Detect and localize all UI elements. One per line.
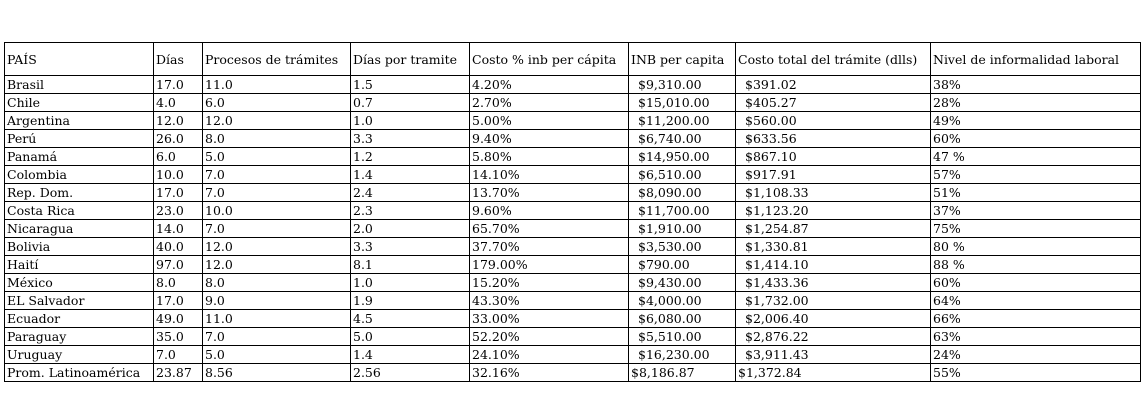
table-row <box>5 364 1141 382</box>
cell-procesos: 11.0 <box>203 76 351 94</box>
cell-inb: $8,090.00 <box>629 184 736 202</box>
cell-costo-total: $633.56 <box>736 130 931 148</box>
cell-dias-por-tramite: 2.56 <box>351 364 470 382</box>
cell-inb: $3,530.00 <box>629 238 736 256</box>
cell-procesos: 12.0 <box>203 238 351 256</box>
informality-table <box>4 42 1141 382</box>
cell-inb: $8,186.87 <box>629 364 736 382</box>
cell-inb: $4,000.00 <box>629 292 736 310</box>
cell-informalidad: 88 % <box>931 256 1141 274</box>
cell-costo-total: $405.27 <box>736 94 931 112</box>
cell-pais: Bolivia <box>5 238 154 256</box>
cell-dias-por-tramite: 1.0 <box>351 274 470 292</box>
cell-dias: 8.0 <box>154 274 203 292</box>
cell-inb: $16,230.00 <box>629 346 736 364</box>
cell-informalidad: 51% <box>931 184 1141 202</box>
table-row <box>5 328 1141 346</box>
cell-pais: Panamá <box>5 148 154 166</box>
cell-dias-por-tramite: 0.7 <box>351 94 470 112</box>
cell-informalidad: 38% <box>931 76 1141 94</box>
cell-procesos: 6.0 <box>203 94 351 112</box>
table-row <box>5 346 1141 364</box>
cell-dias-por-tramite: 2.0 <box>351 220 470 238</box>
cell-dias-por-tramite: 3.3 <box>351 238 470 256</box>
table-row <box>5 202 1141 220</box>
cell-pais: Brasil <box>5 76 154 94</box>
cell-procesos: 10.0 <box>203 202 351 220</box>
cell-procesos: 5.0 <box>203 148 351 166</box>
table-row <box>5 292 1141 310</box>
header-inb: INB per capita <box>629 43 736 76</box>
cell-dias: 17.0 <box>154 76 203 94</box>
cell-pais: Perú <box>5 130 154 148</box>
cell-dias-por-tramite: 2.4 <box>351 184 470 202</box>
cell-pais: Haití <box>5 256 154 274</box>
cell-procesos: 8.56 <box>203 364 351 382</box>
cell-pais: Rep. Dom. <box>5 184 154 202</box>
cell-costo-total: $2,876.22 <box>736 328 931 346</box>
cell-inb: $6,080.00 <box>629 310 736 328</box>
cell-inb: $5,510.00 <box>629 328 736 346</box>
cell-procesos: 7.0 <box>203 328 351 346</box>
cell-dias: 4.0 <box>154 94 203 112</box>
cell-costo-total: $560.00 <box>736 112 931 130</box>
cell-dias-por-tramite: 1.4 <box>351 166 470 184</box>
cell-costo-total: $1,108.33 <box>736 184 931 202</box>
cell-procesos: 8.0 <box>203 130 351 148</box>
cell-inb: $6,510.00 <box>629 166 736 184</box>
cell-costo-total: $917.91 <box>736 166 931 184</box>
cell-pais: México <box>5 274 154 292</box>
cell-costo-total: $1,732.00 <box>736 292 931 310</box>
cell-informalidad: 64% <box>931 292 1141 310</box>
header-pais: PAÍS <box>5 43 154 76</box>
cell-costo-total: $1,330.81 <box>736 238 931 256</box>
header-dias-por-tramite: Días por tramite <box>351 43 470 76</box>
cell-dias-por-tramite: 8.1 <box>351 256 470 274</box>
cell-inb: $790.00 <box>629 256 736 274</box>
cell-pais: Argentina <box>5 112 154 130</box>
cell-informalidad: 28% <box>931 94 1141 112</box>
cell-costo-total: $1,254.87 <box>736 220 931 238</box>
cell-dias-por-tramite: 1.2 <box>351 148 470 166</box>
cell-costo-total: $2,006.40 <box>736 310 931 328</box>
cell-dias: 40.0 <box>154 238 203 256</box>
cell-procesos: 11.0 <box>203 310 351 328</box>
cell-pais: Ecuador <box>5 310 154 328</box>
table-row <box>5 166 1141 184</box>
cell-costo-pct: 52.20% <box>470 328 629 346</box>
cell-costo-pct: 13.70% <box>470 184 629 202</box>
header-procesos: Procesos de trámites <box>203 43 351 76</box>
cell-costo-total: $867.10 <box>736 148 931 166</box>
cell-dias: 10.0 <box>154 166 203 184</box>
cell-procesos: 7.0 <box>203 184 351 202</box>
cell-dias: 97.0 <box>154 256 203 274</box>
cell-costo-total: $1,372.84 <box>736 364 931 382</box>
table-row <box>5 130 1141 148</box>
cell-costo-pct: 9.40% <box>470 130 629 148</box>
table-row <box>5 94 1141 112</box>
table-row <box>5 220 1141 238</box>
header-costo-total: Costo total del trámite (dlls) <box>736 43 931 76</box>
cell-informalidad: 49% <box>931 112 1141 130</box>
cell-dias-por-tramite: 1.9 <box>351 292 470 310</box>
cell-dias-por-tramite: 2.3 <box>351 202 470 220</box>
table-row <box>5 256 1141 274</box>
cell-costo-pct: 14.10% <box>470 166 629 184</box>
cell-informalidad: 66% <box>931 310 1141 328</box>
cell-procesos: 12.0 <box>203 256 351 274</box>
cell-inb: $9,310.00 <box>629 76 736 94</box>
cell-procesos: 9.0 <box>203 292 351 310</box>
cell-inb: $11,700.00 <box>629 202 736 220</box>
cell-informalidad: 37% <box>931 202 1141 220</box>
cell-inb: $6,740.00 <box>629 130 736 148</box>
cell-costo-pct: 4.20% <box>470 76 629 94</box>
cell-informalidad: 55% <box>931 364 1141 382</box>
cell-costo-pct: 43.30% <box>470 292 629 310</box>
cell-costo-total: $391.02 <box>736 76 931 94</box>
cell-dias: 17.0 <box>154 184 203 202</box>
table-row <box>5 238 1141 256</box>
cell-informalidad: 24% <box>931 346 1141 364</box>
cell-costo-total: $1,433.36 <box>736 274 931 292</box>
cell-dias-por-tramite: 5.0 <box>351 328 470 346</box>
cell-informalidad: 80 % <box>931 238 1141 256</box>
cell-dias: 49.0 <box>154 310 203 328</box>
cell-dias-por-tramite: 3.3 <box>351 130 470 148</box>
cell-costo-pct: 2.70% <box>470 94 629 112</box>
table-row <box>5 76 1141 94</box>
cell-informalidad: 63% <box>931 328 1141 346</box>
cell-procesos: 7.0 <box>203 166 351 184</box>
cell-costo-total: $3,911.43 <box>736 346 931 364</box>
cell-pais: Costa Rica <box>5 202 154 220</box>
cell-pais: Paraguay <box>5 328 154 346</box>
cell-inb: $14,950.00 <box>629 148 736 166</box>
cell-costo-pct: 9.60% <box>470 202 629 220</box>
cell-costo-pct: 15.20% <box>470 274 629 292</box>
cell-costo-pct: 32.16% <box>470 364 629 382</box>
cell-procesos: 5.0 <box>203 346 351 364</box>
cell-inb: $15,010.00 <box>629 94 736 112</box>
cell-pais: Prom. Latinoamérica <box>5 364 154 382</box>
cell-costo-pct: 37.70% <box>470 238 629 256</box>
cell-pais: Chile <box>5 94 154 112</box>
cell-inb: $1,910.00 <box>629 220 736 238</box>
cell-costo-pct: 5.00% <box>470 112 629 130</box>
cell-procesos: 7.0 <box>203 220 351 238</box>
cell-procesos: 12.0 <box>203 112 351 130</box>
cell-dias-por-tramite: 1.4 <box>351 346 470 364</box>
header-row <box>5 43 1141 76</box>
cell-costo-total: $1,123.20 <box>736 202 931 220</box>
cell-informalidad: 60% <box>931 274 1141 292</box>
cell-pais: Nicaragua <box>5 220 154 238</box>
cell-dias: 23.0 <box>154 202 203 220</box>
cell-costo-pct: 33.00% <box>470 310 629 328</box>
cell-procesos: 8.0 <box>203 274 351 292</box>
cell-dias-por-tramite: 1.5 <box>351 76 470 94</box>
cell-inb: $9,430.00 <box>629 274 736 292</box>
cell-informalidad: 75% <box>931 220 1141 238</box>
table-row <box>5 184 1141 202</box>
table-row <box>5 112 1141 130</box>
cell-dias: 14.0 <box>154 220 203 238</box>
cell-dias-por-tramite: 1.0 <box>351 112 470 130</box>
table-row <box>5 274 1141 292</box>
cell-informalidad: 47 % <box>931 148 1141 166</box>
cell-costo-pct: 5.80% <box>470 148 629 166</box>
cell-pais: EL Salvador <box>5 292 154 310</box>
header-informalidad: Nivel de informalidad laboral <box>931 43 1141 76</box>
table-body <box>5 76 1141 382</box>
cell-dias: 26.0 <box>154 130 203 148</box>
header-dias: Días <box>154 43 203 76</box>
cell-costo-pct: 65.70% <box>470 220 629 238</box>
cell-pais: Uruguay <box>5 346 154 364</box>
cell-informalidad: 60% <box>931 130 1141 148</box>
table-row <box>5 310 1141 328</box>
cell-costo-pct: 24.10% <box>470 346 629 364</box>
cell-dias: 23.87 <box>154 364 203 382</box>
cell-dias: 17.0 <box>154 292 203 310</box>
table-row <box>5 148 1141 166</box>
cell-costo-total: $1,414.10 <box>736 256 931 274</box>
cell-pais: Colombia <box>5 166 154 184</box>
cell-inb: $11,200.00 <box>629 112 736 130</box>
cell-dias: 6.0 <box>154 148 203 166</box>
cell-dias: 7.0 <box>154 346 203 364</box>
header-costo-pct: Costo % inb per cápita <box>470 43 629 76</box>
cell-costo-pct: 179.00% <box>470 256 629 274</box>
cell-dias: 35.0 <box>154 328 203 346</box>
cell-informalidad: 57% <box>931 166 1141 184</box>
cell-dias: 12.0 <box>154 112 203 130</box>
cell-dias-por-tramite: 4.5 <box>351 310 470 328</box>
